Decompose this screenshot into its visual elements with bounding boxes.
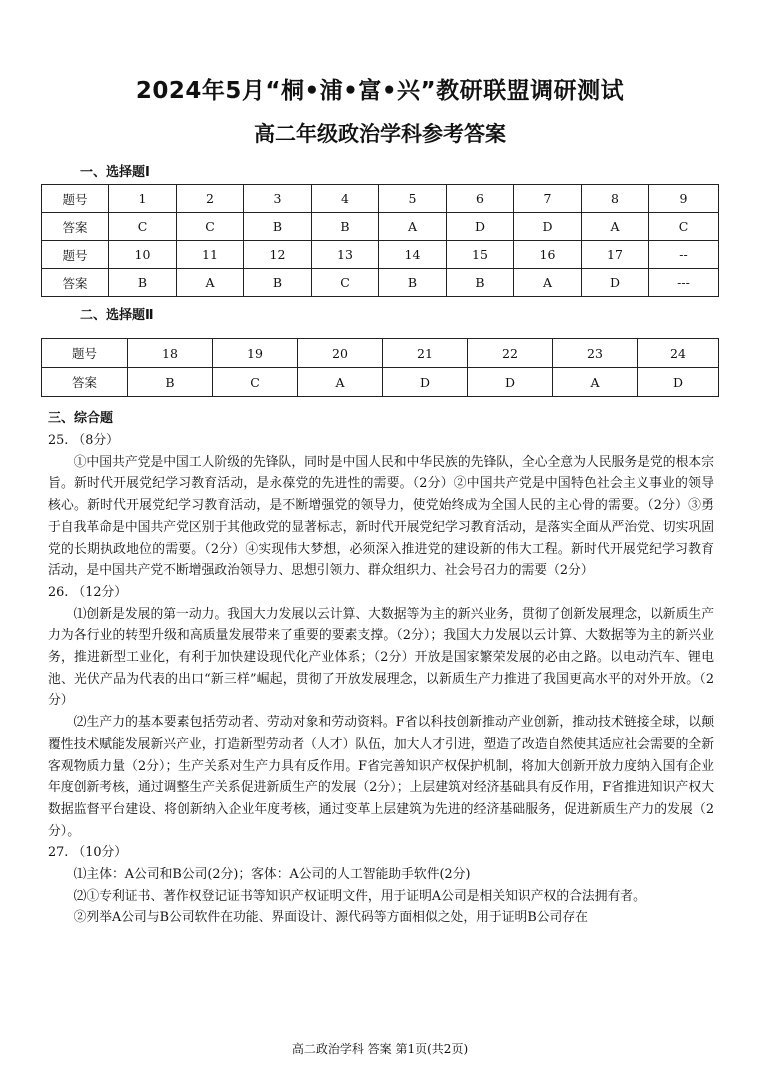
table-cell: 2: [177, 185, 244, 213]
table-cell: 20: [298, 339, 383, 368]
table-row: [42, 339, 719, 368]
table-cell: 11: [177, 241, 244, 269]
table-cell: 23: [553, 339, 638, 368]
table-cell: 答案: [42, 213, 109, 241]
question-25-label: 25. （8分）: [48, 433, 119, 448]
table-cell: --: [649, 241, 719, 269]
table-cell: B: [128, 368, 213, 397]
table-cell: 10: [109, 241, 177, 269]
choice-table-1: [41, 184, 719, 297]
table-cell: A: [379, 213, 447, 241]
question-26-part2: ⑵生产力的基本要素包括劳动者、劳动对象和劳动资料。F省以科技创新推动产业创新，推动技术链接全球，以颠覆性技术赋能发展新兴产业，打造新型劳动者（人才）队伍，加大人才引进，塑造了改造自然使其适应社会需要的全新客观物质力量（2分）；生产关系对生产力具有反作用。F省完善知识产权保护机制，将加大创新开放力度纳入国有企业年度创新考核，通过调整生产关系促进新质生产的发展（2分）；上层建筑对经济基础具有反作用，F省推进知识产权大数据监督平台建设、将创新纳入企业年度考核，通过变革上层建筑为先进的经济基础服务，促进新质生产力的发展（2分）。: [48, 715, 714, 839]
table-cell: B: [447, 269, 514, 297]
table-cell: D: [582, 269, 649, 297]
table-cell: 24: [638, 339, 719, 368]
table-cell: D: [468, 368, 553, 397]
table-cell: 4: [312, 185, 379, 213]
table-cell: D: [447, 213, 514, 241]
table-cell: D: [514, 213, 582, 241]
answer-body: [48, 430, 714, 929]
table-cell: A: [177, 269, 244, 297]
table-cell: C: [213, 368, 298, 397]
table-cell: 7: [514, 185, 582, 213]
page-footer: 高二政治学科 答案 第1页(共2页): [291, 1042, 469, 1056]
table-cell: 16: [514, 241, 582, 269]
question-27-part2b: ②列举A公司与B公司软件在功能、界面设计、源代码等方面相似之处，用于证明B公司存在: [73, 910, 588, 926]
table-cell: 13: [312, 241, 379, 269]
table-cell: 17: [582, 241, 649, 269]
table-cell: 9: [649, 185, 719, 213]
question-27-part1: ⑴主体：A公司和B公司(2分)；客体：A公司的人工智能助手软件(2分): [73, 867, 471, 883]
table-cell: B: [312, 213, 379, 241]
table-cell: 12: [244, 241, 312, 269]
table-cell: ---: [649, 269, 719, 297]
section3-heading: 三、综合题: [48, 411, 114, 426]
section1-heading: 一、选择题Ⅰ: [80, 165, 150, 180]
question-26-part1: ⑴创新是发展的第一动力。我国大力发展以云计算、大数据等为主的新兴业务，贯彻了创新发展理念，以新质生产力为各行业的转型升级和高质量发展带来了重要的要素支撑。（2分）；我国大力发展以云计算、大数据等为主的新兴业务，推进新型工业化，有利于加快建设现代化产业体系；（2分）开放是国家繁荣发展的必由之路。以电动汽车、锂电池、光伏产品为代表的出口“新三样”崛起，贯彻了开放发展理念，以新质生产力推进了我国更高水平的对外开放。（2分）: [48, 606, 714, 709]
table-cell: B: [379, 269, 447, 297]
question-25-answer: ①中国共产党是中国工人阶级的先锋队，同时是中国人民和中华民族的先锋队，全心全意为人民服务是党的根本宗旨。新时代开展党纪学习教育活动，是永葆党的先进性的需要。（2分）②中国共产党是中国特色社会主义事业的领导核心。新时代开展党纪学习教育活动，是不断增强党的领导力，使党始终成为全国人民的主心骨的需要。（2分）③勇于自我革命是中国共产党区别于其他政党的显著标志，新时代开展党纪学习教育活动，是落实全面从严治党、切实巩固党的长期执政地位的需要。（2分）④实现伟大梦想，必须深入推进党的建设新的伟大工程。新时代开展党纪学习教育活动，是中国共产党不断增强政治领导力、思想引领力、群众组织力、社会号召力的需要（2分）: [48, 454, 714, 579]
page-subtitle: 高二年级政治学科参考答案: [254, 122, 506, 146]
table-cell: A: [553, 368, 638, 397]
table-cell: 答案: [42, 368, 128, 397]
table-cell: C: [312, 269, 379, 297]
table-cell: D: [638, 368, 719, 397]
table-row: [42, 213, 719, 241]
table-cell: 5: [379, 185, 447, 213]
table-row: [42, 185, 719, 213]
table-cell: C: [177, 213, 244, 241]
question-27-part2a: ⑵①专利证书、著作权登记证书等知识产权证明文件，用于证明A公司是相关知识产权的合法拥有者。: [73, 888, 646, 904]
page-title: 2024年5月“桐•浦•富•兴”教研联盟调研测试: [135, 78, 625, 104]
table-cell: 题号: [42, 339, 128, 368]
table-row: [42, 241, 719, 269]
table-cell: A: [514, 269, 582, 297]
question-27-label: 27. （10分）: [48, 845, 128, 861]
table-cell: 6: [447, 185, 514, 213]
choice-table-2: [41, 338, 719, 397]
table-cell: 15: [447, 241, 514, 269]
table-cell: 题号: [42, 185, 109, 213]
table-cell: A: [582, 213, 649, 241]
table-row: [42, 368, 719, 397]
table-cell: 14: [379, 241, 447, 269]
table-cell: D: [383, 368, 468, 397]
table-cell: B: [244, 269, 312, 297]
table-cell: 8: [582, 185, 649, 213]
table-cell: C: [649, 213, 719, 241]
table-cell: A: [298, 368, 383, 397]
table-cell: 3: [244, 185, 312, 213]
table-cell: 22: [468, 339, 553, 368]
table-cell: 答案: [42, 269, 109, 297]
table-cell: 18: [128, 339, 213, 368]
table-cell: 题号: [42, 241, 109, 269]
table-row: [42, 269, 719, 297]
table-cell: 21: [383, 339, 468, 368]
question-26-label: 26. （12分）: [48, 584, 128, 600]
table-cell: 1: [109, 185, 177, 213]
table-cell: 19: [213, 339, 298, 368]
table-cell: B: [109, 269, 177, 297]
section2-heading: 二、选择题Ⅱ: [80, 308, 154, 323]
table-cell: C: [109, 213, 177, 241]
table-cell: B: [244, 213, 312, 241]
